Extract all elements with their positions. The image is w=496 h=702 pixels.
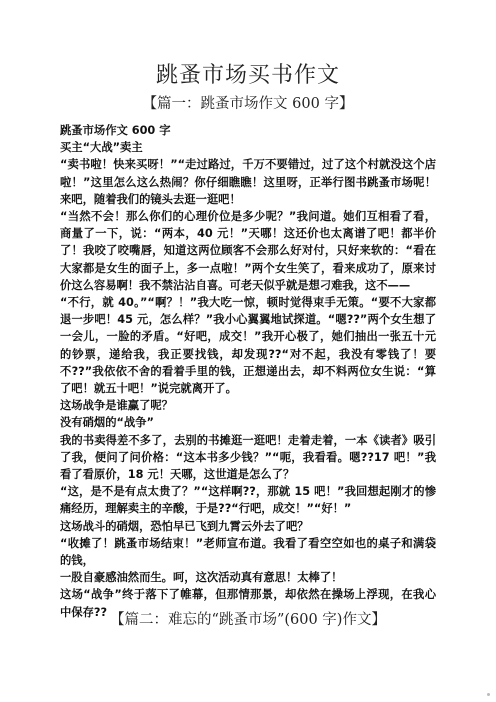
paragraph: 这场“战争”终于落下了帷幕，但那情那景，却依然在操场上浮现，在我心中保存?? [60,588,436,619]
paragraph: 这场战斗的硝烟，恐怕早已飞到九霄云外去了吧？ [60,519,309,533]
paragraph: 一股自豪感油然而生。呵，这次活动真有意思！太棒了！ [60,571,343,585]
paragraph: 跳蚤市场作文 600 字 [60,124,171,137]
section-heading-1: 【篇一：跳蚤市场作文 600 字】 [142,96,354,112]
paragraph: “这，是不是有点太贵了？”“这样啊??，那就 15 吧！”我回想起刚才的惨痛经历，理解卖主的辛酸，于是??“行吧，成交！”“好！” [60,485,436,516]
document-title: 跳蚤市场买书作文 [155,63,340,88]
section-heading-2: 【篇二：难忘的“跳蚤市场”(600 字)作文】 [110,612,386,628]
paragraph: “收摊了！跳蚤市场结束！”老师宣布道。我看了看空空如也的桌子和满袋的钱， [60,536,436,568]
page-corner-dot [487,693,490,696]
paragraph: “卖书啦！快来买呀！”“走过路过，千万不要错过，过了这个村就没这个店啦！”这里怎么这么热闹？你仔细瞧瞧！这里呀，正举行图书跳蚤市场呢！来吧，随着我们的镜头去逛一逛吧！ [60,158,436,206]
document-body [60,122,436,621]
paragraph: 没有硝烟的“战争” [60,416,154,430]
paragraph: 这场战争是谁赢了呢？ [60,399,173,413]
paragraph: “当然不会！那么你们的心理价位是多少呢？”我问道。她们互相看了看，商量了一下，说：“两本，40 元！”天哪！这还价也太离谱了吧！都半价了！我咬了咬嘴唇，知道这两位顾客不会那么好对付，只好来软的：“看在大家都是女生的面子上，多一点啦！”两个女生笑了，看来成功了，原来讨价这么容易啊！我不禁沾沾自喜。可老天似乎就是想刁难我，这不—— [60,210,436,292]
paragraph: 我的书卖得差不多了，去别的书摊逛一逛吧！走着走着，一本《读者》吸引了我，便问了问价格：“这本书多少钱？”“呃，我看看。嗯??17 吧！”我看了看原价，18 元！天哪，这世道是怎么了？ [60,433,436,482]
paragraph: “不行，就 40。”“啊？！”我大吃一惊，顿时觉得束手无策。“要不大家都退一步吧！45 元，怎么样？”我小心翼翼地试探道。“嗯??”两个女生想了一会儿，一脸的矛盾。“好吧，成交！”我开心极了，她们抽出一张五十元的钞票，递给我，我正要找钱，却发现??“对不起，我没有零钱了！要不??”我依依不舍的看着手里的钱，正想递出去，却不料两位女生说：“算了吧！就五十吧！”说完就离开了。 [60,296,436,396]
paragraph: 买主“大战”卖主 [60,141,143,155]
